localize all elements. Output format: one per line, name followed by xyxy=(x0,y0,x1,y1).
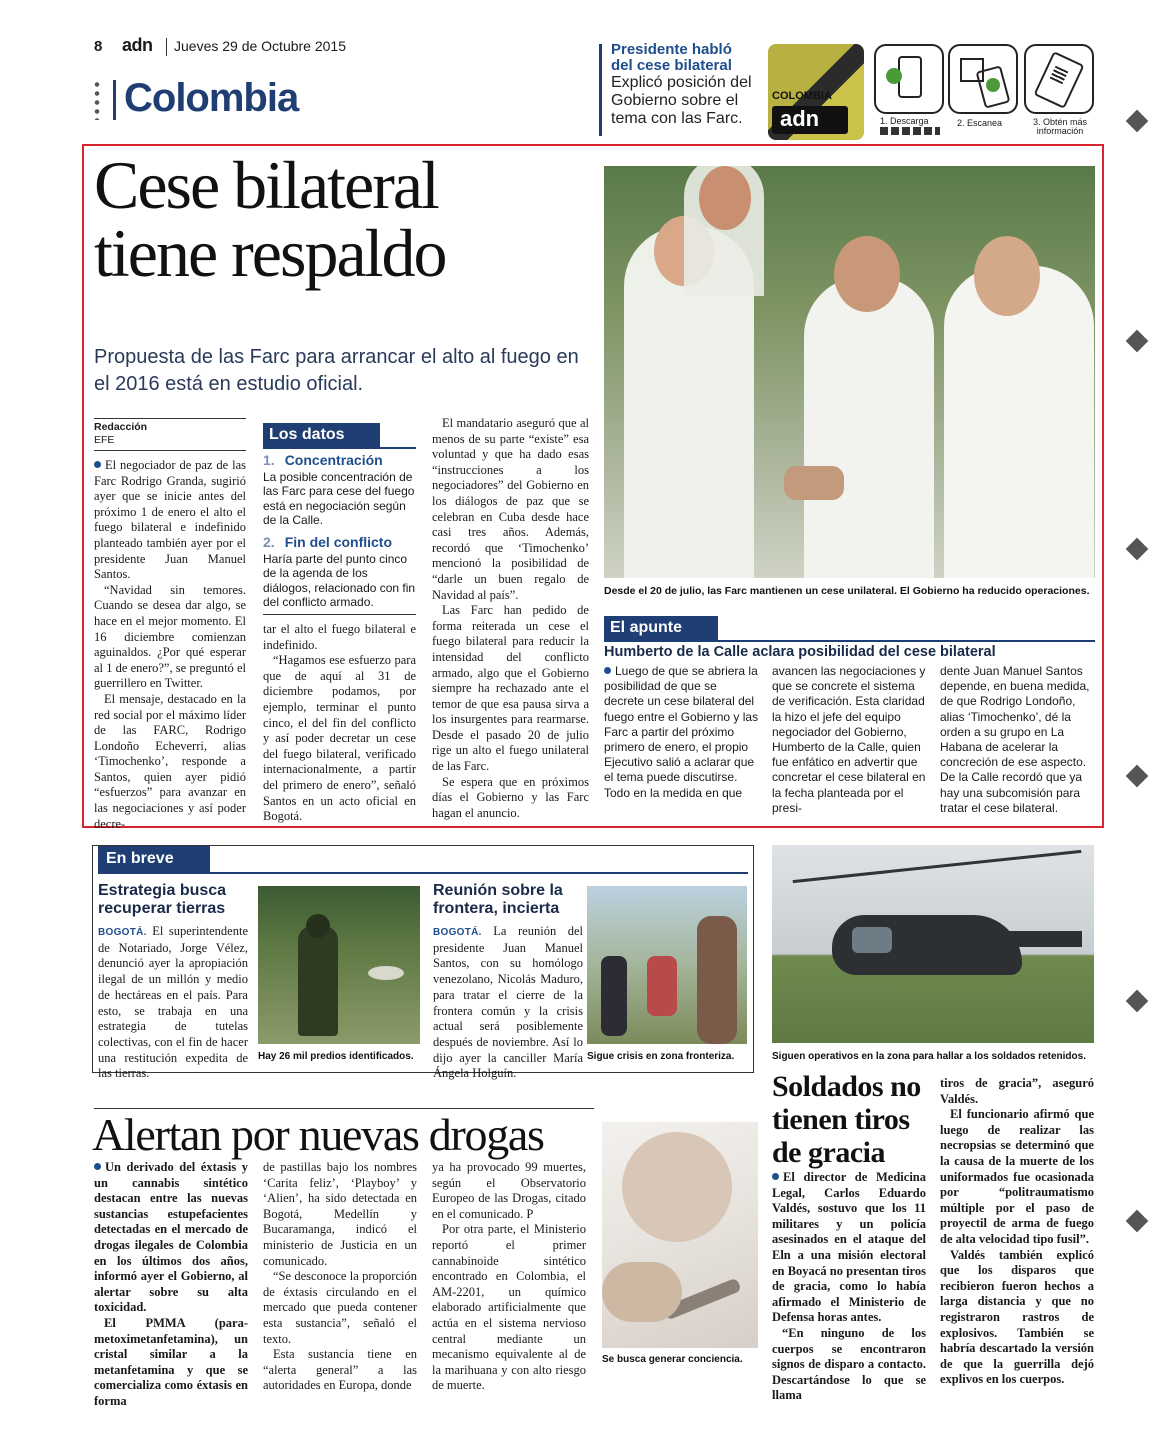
byline-agency: EFE xyxy=(94,434,115,446)
byline-rule xyxy=(94,418,246,419)
drogas-col3 xyxy=(432,1160,586,1394)
main-headline xyxy=(94,147,604,291)
bullet-icon xyxy=(94,461,101,468)
bullet-icon xyxy=(604,667,611,674)
handshake-caption: Desde el 20 de julio, las Farc mantienen un cese unilateral. El Gobierno ha reducido operaciones. xyxy=(604,585,1090,597)
paragraph: Un derivado del éxtasis y un cannabis sintético destacan entre las nuevas sustancias estupefacientes detectadas en el mercado de drogas ilegales de Colombia en los últimos dos años, informó ayer el Gobierno, al alertar sobre su alta toxicidad. xyxy=(94,1160,248,1315)
datos-num: 2. xyxy=(263,534,275,550)
apunte-title: Humberto de la Calle aclara posibilidad del cese bilateral xyxy=(604,644,996,660)
datos-item-1 xyxy=(263,452,416,527)
breve-item1-title: Estrategia busca recuperar tierras xyxy=(98,882,227,917)
margin-diamond xyxy=(1126,990,1149,1013)
datos-text: Haría parte del punto cinco de la agenda de los diálogos, relacionado con fin del conflicto armado. xyxy=(263,552,416,609)
smoking-caption: Se busca generar conciencia. xyxy=(602,1354,743,1365)
paragraph: “Se desconoce la proporción de éxtasis circulando en el mercado que pueda contener esta sustancia”, señaló el texto. xyxy=(263,1269,417,1346)
bullet-icon xyxy=(772,1173,779,1180)
datos-rule xyxy=(263,447,416,449)
paragraph: El funcionario afirmó que luego de realizar las necropsias se determinó que la causa de la muerte de los uniformados fue ocasionada por “politraumatismo múltiple por el paso de proyectil de arma de fuego de alta velocidad tipo fusil”. xyxy=(940,1107,1094,1246)
byline-rule xyxy=(94,450,246,451)
apunte-col2: avancen las negociaciones y que se concrete el sistema de verificación. Esta claridad la hizo el jefe del equipo negociador del Gobierno, Humberto de la Calle, quien fue enfático en advertir que concretar el cese bilateral en la fecha planteada por el presi- xyxy=(772,664,926,815)
breve-item1-text xyxy=(98,924,248,1082)
paragraph: “Navidad sin temores. Cuando se desea dar algo, se hace en el mejor momento. El 16 diciembre comienzan aguinaldos. ¿Por qué esperar al 1 de enero?”, se preguntó el guerrillero en Twitter. xyxy=(94,582,246,691)
datos-item-2 xyxy=(263,534,416,609)
margin-diamond xyxy=(1126,538,1149,561)
drogas-col2 xyxy=(263,1160,417,1394)
section-dots xyxy=(94,80,100,120)
paragraph: de pastillas bajo los nombres ‘Carita feliz’, ‘Playboy’ y ‘Alien’, ha sido detectada en Bogotá, Medellín y Bucaramanga, indicó el ministerio de Justicia en un comunicado. xyxy=(263,1160,417,1268)
step-scan-icon[interactable] xyxy=(948,44,1018,114)
section-bar xyxy=(113,80,116,120)
soldier-caption: Hay 26 mil predios identificados. xyxy=(258,1051,414,1062)
breve-rule xyxy=(98,872,748,874)
apunte-label: El apunte xyxy=(604,616,718,640)
margin-diamond xyxy=(1126,330,1149,353)
main-col1 xyxy=(94,458,246,832)
brand-logo: adn xyxy=(122,35,153,55)
drogas-headline: Alertan por nuevas drogas xyxy=(92,1109,544,1160)
datos-title: Concentración xyxy=(284,452,383,468)
paragraph: El PMMA (para-metoximetanfetamina), un cristal similar a la metanfetamina y que se comercializa como éxtasis en forma xyxy=(94,1315,248,1408)
apunte-col1 xyxy=(604,664,760,801)
paragraph: Luego de que se abriera la posibilidad de que se decrete un cese bilateral del fuego entre el Gobierno y las Farc a partir del próximo primero de enero, el propio Ejecutivo salió a aclarar que el tema puede discutirse. xyxy=(604,664,759,785)
paragraph: Las Farc han pedido de forma reiterada un cese el fuego bilateral para reducir la intensidad del conflicto armado, algo que el Gobierno siempre ha rechazado ante el temor de que esa pausa sirva a los insurgentes para rearmarse. Desde el pasado 20 de julio rige un alto el fuego unilateral de las Farc. xyxy=(432,603,589,774)
border-photo xyxy=(587,886,747,1044)
paragraph: De la Calle recordó que ya hay una subcomisión para tratar el cese bilateral. xyxy=(940,770,1083,815)
byline-label: Redacción xyxy=(94,421,148,433)
step-scan-label: 2. Escanea xyxy=(957,118,1003,128)
soldados-col2 xyxy=(940,1076,1094,1388)
paragraph: El mandatario aseguró que al menos de su parte “existe” esa voluntad y que ha dado esas “instrucciones a los negociadores” del Gobierno en los diálogos de paz que se celebran en Cuba desde hace casi tres años. Además, recordó que ‘Timochenko’ mencionó la posibilidad de “darle un buen regalo de Navidad al país”. xyxy=(432,416,589,602)
main-headline-line1: Cese bilateral xyxy=(94,147,438,223)
teaser-bar xyxy=(599,44,602,136)
paragraph: Valdés también explicó que los disparos que recibieron fueron hechos a larga distancia y que no registraron rastros de explosivos. También se habría descartado la versión de que la guerrilla dejó explivos en los cuerpos. xyxy=(940,1247,1094,1387)
qr-badge[interactable] xyxy=(768,44,864,140)
step-info-label: 3. Obtén más información xyxy=(1032,117,1088,136)
main-deck: Propuesta de las Farc para arrancar el alto al fuego en el 2016 está en estudio oficial. xyxy=(94,346,579,395)
margin-diamond xyxy=(1126,1210,1149,1233)
paragraph: El director de Medicina Legal, Carlos Eduardo Valdés, sostuvo que los 11 militares y un policía asesinados en el ataque del Eln a una misión electoral en Boyacá no presentan tiros de gracia, como lo había afirmado el Ministerio de Defensa horas antes. xyxy=(772,1170,926,1325)
paragraph: Se espera que en próximos días el Gobierno y las Farc hagan el anuncio. xyxy=(432,774,589,820)
datos-label: Los datos xyxy=(263,423,380,447)
issue-date: Jueves 29 de Octubre 2015 xyxy=(174,38,347,54)
paragraph: El superintendente de Notariado, Jorge Vélez, denunció ayer la apropiación ilegal de un millón y medio de hectáreas en el país. Para esto, se trabaja en una estrategia de tutelas colectivas, con el fin de hacer una restitución expedita de las tierras. xyxy=(98,924,249,1081)
handshake-photo xyxy=(604,166,1095,578)
step-download-icon[interactable] xyxy=(874,44,944,114)
paragraph: Esta sustancia tiene en “alerta general” a las autoridades en Europa, donde xyxy=(263,1347,417,1393)
paragraph: ya ha provocado 99 muertes, según el Observatorio Europeo de las Drogas, citado en el comunicado. P xyxy=(432,1160,586,1221)
breve-item2-text xyxy=(433,924,583,1082)
main-headline-line2: tiene respaldo xyxy=(94,215,446,291)
paragraph: Todo en la medida en que xyxy=(604,785,743,800)
paragraph: “En ninguno de los cuerpos se encontraron signos de disparo a contacto. Descartándose lo que se llama xyxy=(772,1325,926,1403)
main-col2 xyxy=(263,622,416,825)
page-number: 8 xyxy=(94,38,103,55)
section-title: Colombia xyxy=(124,76,299,120)
soldier-photo xyxy=(258,886,420,1044)
paragraph: El mensaje, destacado en la red social por el máximo líder de las FARC, Rodrigo Londoño Echeverri, alias ‘Timochenko’, responde a Santos, quien ayer pidió “esfuerzos” para avanzar en las negociaciones y así poder decre- xyxy=(94,691,246,831)
step-download-label: 1. Descarga xyxy=(880,116,929,126)
paragraph: tiros de gracia”, aseguró Valdés. xyxy=(940,1076,1094,1106)
datos-title: Fin del conflicto xyxy=(284,534,393,550)
paragraph: El negociador de paz de las Farc Rodrigo Granda, sugirió ayer que se inicie antes del próximo 1 de enero el alto el fuego bilateral e indefinido planteado también ayer por el presidente Juan Manuel Santos. xyxy=(94,458,246,582)
main-col3 xyxy=(432,416,589,821)
datos-end-rule xyxy=(263,614,416,615)
border-caption: Sigue crisis en zona fronteriza. xyxy=(587,1051,735,1062)
helicopter-caption: Siguen operativos en la zona para hallar a los soldados retenidos. xyxy=(772,1051,1086,1062)
apunte-rule xyxy=(604,640,1095,642)
bullet-icon xyxy=(94,1163,101,1170)
breve-label: En breve xyxy=(98,846,210,872)
header-divider xyxy=(166,38,167,56)
drogas-col1 xyxy=(94,1160,248,1410)
margin-diamond xyxy=(1126,765,1149,788)
qr-brand: adn xyxy=(780,106,820,131)
paragraph: Por otra parte, el Ministerio reportó el primer cannabinoide sintético encontrado en Colombia, el AM-2201, un químico elaborado artificialmente que actúa en el sistema nervioso central mediante un mecanismo equivalente al de la marihuana y con alto riesgo de muerte. xyxy=(432,1222,586,1393)
datos-num: 1. xyxy=(263,452,275,468)
breve-item2-title: Reunión sobre la frontera, incierta xyxy=(433,882,563,917)
app-store-icons xyxy=(880,127,940,135)
helicopter-photo xyxy=(772,845,1094,1043)
paragraph: La reunión del presidente Juan Manuel Santos, con su homólogo venezolano, Nicolás Maduro, para tratar el cierre de la frontera común y la crisis actual será posiblemente después de noviembre. Así lo dijo ayer la canciller María Ángela Holguín. xyxy=(433,924,583,1081)
soldados-col1 xyxy=(772,1170,926,1404)
paragraph: “Hagamos ese esfuerzo para que de aquí al 31 de diciembre podamos, por ejemplo, terminar el punto cinco, el del fin del conflicto y así poder decretar un cese del fuego bilateral, verificado internacionalmente, a partir del primero de enero”, señaló Santos en un acto oficial en Bogotá. xyxy=(263,653,416,824)
datos-text: La posible concentración de las Farc para cese del fuego está en negociación según de la Calle. xyxy=(263,470,415,527)
paragraph: dente Juan Manuel Santos depende, en buena medida, de que Rodrigo Londoño, alias ‘Timochenko’, dé la orden a su grupo en La Habana de acelerar la concreción de ese aspecto. xyxy=(940,664,1090,770)
step-info-icon[interactable] xyxy=(1024,44,1094,114)
teaser-title: Presidente habló del cese bilateral xyxy=(611,41,732,74)
dateline: BOGOTÁ. xyxy=(98,927,147,938)
smoking-photo xyxy=(602,1122,758,1348)
qr-label-top: COLOMBIA xyxy=(772,90,832,102)
paragraph: tar el alto el fuego bilateral e indefinido. xyxy=(263,622,416,652)
teaser-text: Explicó posición del Gobierno sobre el tema con las Farc. xyxy=(611,74,752,127)
margin-diamond xyxy=(1126,110,1149,133)
dateline: BOGOTÁ. xyxy=(433,927,482,938)
apunte-col3 xyxy=(940,664,1096,816)
soldados-headline: Soldados no tienen tiros de gracia xyxy=(772,1070,921,1169)
